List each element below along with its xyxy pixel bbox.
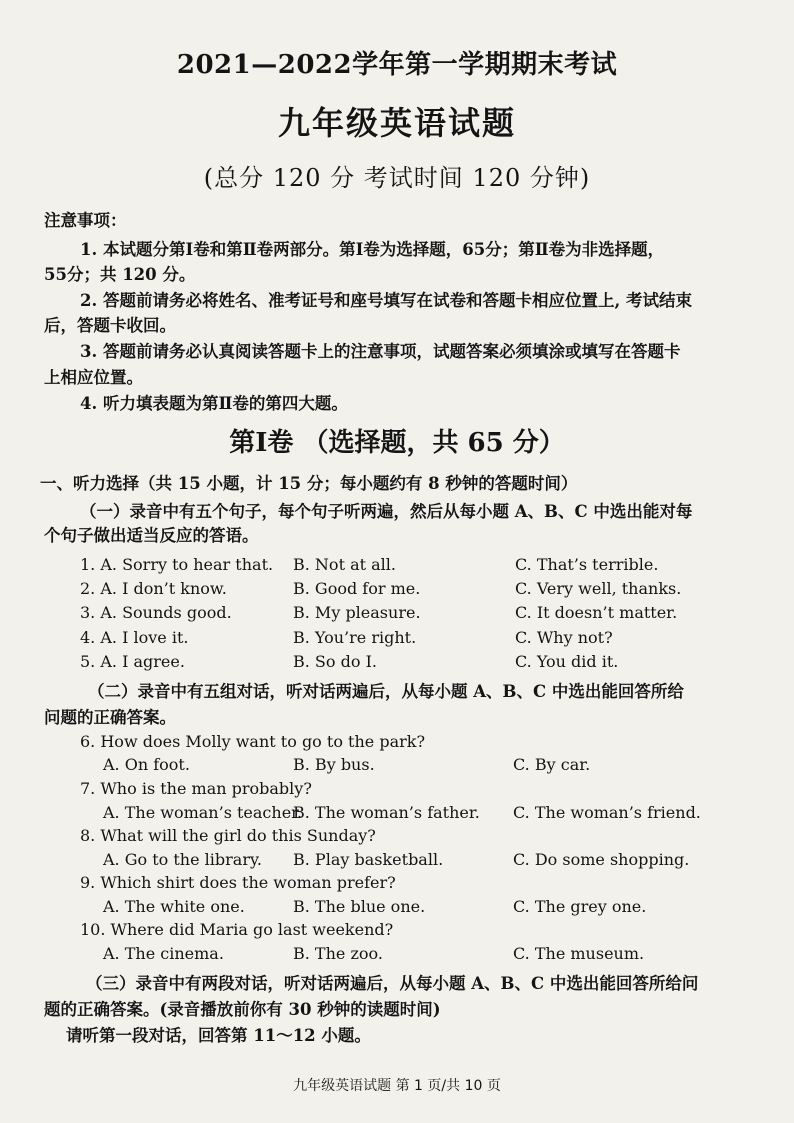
note-2b: 后，答题卡收回。 [44,316,176,335]
sub-2-instruction-b: 问题的正确答案。 [44,708,176,727]
q9-option-a: A. The white one. [103,897,245,916]
q10-option-a: A. The cinema. [103,944,224,963]
q5-option-c: C. You did it. [515,652,619,671]
note-3a: 3. 答题前请务必认真阅读答题卡上的注意事项，试题答案必须填涂或填写在答题卡 [80,342,681,361]
sub-1-instruction-b: 个句子做出适当反应的答语。 [44,526,259,545]
q6-option-b: B. By bus. [293,755,375,774]
q6-option-a: A. On foot. [103,755,190,774]
q6-stem: 6. How does Molly want to go to the park? [80,732,426,751]
q3-option-c: C. It doesn’t matter. [515,603,678,622]
q9-stem: 9. Which shirt does the woman prefer? [80,873,396,892]
q10-option-c: C. The museum. [513,944,645,963]
q4-option-c: C. Why not? [515,628,613,647]
note-2a: 2. 答题前请务必将姓名、准考证号和座号填写在试卷和答题卡相应位置上, 考试结束 [80,291,692,310]
sub-3-instruction-b: 题的正确答案。(录音播放前你有 30 秒钟的读题时间) [44,1000,441,1019]
q1-option-c: C. That’s terrible. [515,555,659,574]
sub-2-instruction-a: （二）录音中有五组对话，听对话两遍后，从每小题 A、B、C 中选出能回答所给 [88,682,684,701]
section-title: 第Ⅰ卷 （选择题，共 65 分） [229,428,565,458]
q9-option-b: B. The blue one. [293,897,426,916]
q8-option-b: B. Play basketball. [293,850,444,869]
exam-subtitle: 九年级英语试题 [277,104,516,142]
notes-heading: 注意事项： [44,211,127,230]
q7-stem: 7. Who is the man probably? [80,779,312,798]
page-footer: 九年级英语试题 第 1 页/共 10 页 [293,1078,501,1094]
q8-option-c: C. Do some shopping. [513,850,690,869]
q5-option-b: B. So do I. [293,652,377,671]
sub-3-instruction-a: （三）录音中有两段对话，听对话两遍后，从每小题 A、B、C 中选出能回答所给问 [86,974,699,993]
q6-option-c: C. By car. [513,755,591,774]
note-4: 4. 听力填表题为第Ⅱ卷的第四大题。 [80,394,348,413]
q8-option-a: A. Go to the library. [103,850,262,869]
note-3b: 上相应位置。 [44,368,143,387]
q4-option-a: 4. A. I love it. [80,628,189,647]
q2-option-c: C. Very well, thanks. [515,579,682,598]
q7-option-b: B. The woman’s father. [293,803,480,822]
exam-info: (总分 120 分 考试时间 120 分钟) [203,164,591,192]
q10-option-b: B. The zoo. [293,944,383,963]
q9-option-c: C. The grey one. [513,897,647,916]
q8-stem: 8. What will the girl do this Sunday? [80,826,376,845]
q2-option-b: B. Good for me. [293,579,421,598]
q3-option-b: B. My pleasure. [293,603,421,622]
note-1b: 55分；共 120 分。 [44,265,196,284]
q3-option-a: 3. A. Sounds good. [80,603,232,622]
exam-title: 2021—2022学年第一学期期末考试 [176,50,618,80]
q1-option-b: B. Not at all. [293,555,396,574]
sub-1-instruction-a: （一）录音中有五个句子，每个句子听两遍，然后从每小题 A、B、C 中选出能对每 [80,502,693,521]
q10-stem: 10. Where did Maria go last weekend? [80,920,394,939]
q5-option-a: 5. A. I agree. [80,652,185,671]
q4-option-b: B. You’re right. [293,628,417,647]
q2-option-a: 2. A. I don’t know. [80,579,227,598]
part-1-heading: 一、听力选择（共 15 小题，计 15 分；每小题约有 8 秒钟的答题时间） [40,474,578,493]
q7-option-c: C. The woman’s friend. [513,803,701,822]
sub-3-instruction-c: 请听第一段对话，回答第 11～12 小题。 [66,1026,371,1045]
note-1a: 1. 本试题分第Ⅰ卷和第Ⅱ卷两部分。第Ⅰ卷为选择题，65分；第Ⅱ卷为非选择题， [80,240,665,259]
q1-option-a: 1. A. Sorry to hear that. [80,555,274,574]
q7-option-a: A. The woman’s teacher. [103,803,303,822]
